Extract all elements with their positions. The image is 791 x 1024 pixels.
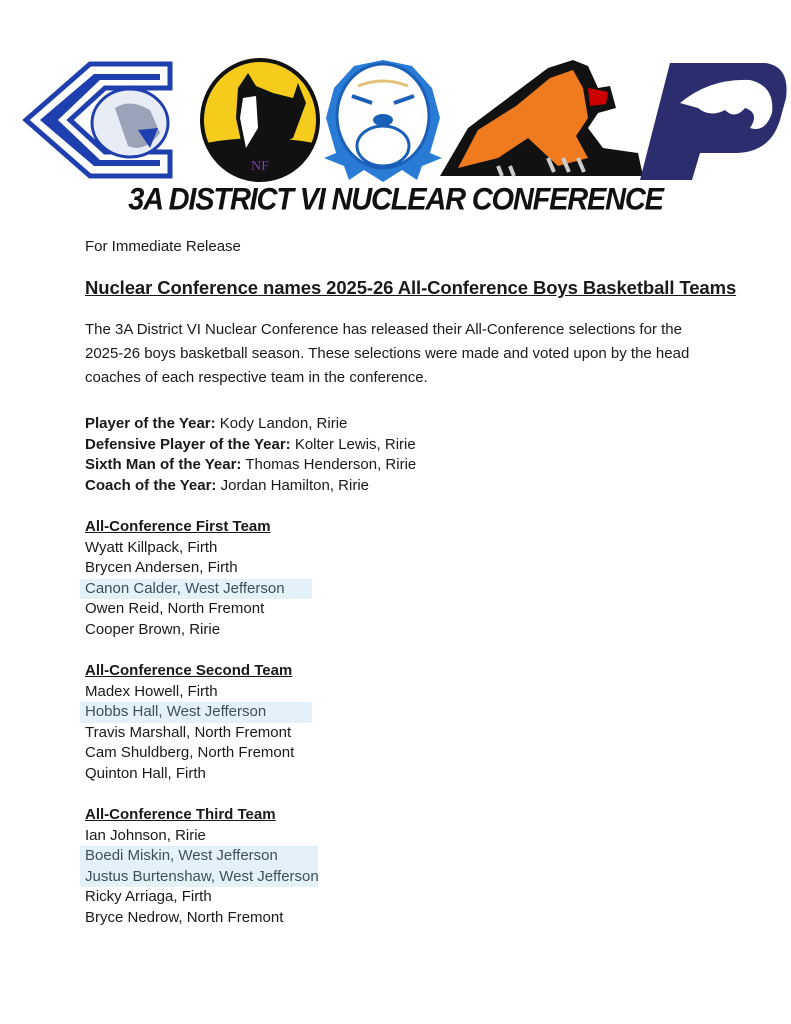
conference-logos xyxy=(20,58,790,183)
individual-awards xyxy=(85,414,416,496)
conference-banner-title: 3A DISTRICT VI NUCLEAR CONFERENCE xyxy=(128,182,663,218)
second-team xyxy=(85,661,312,785)
bear-logo xyxy=(438,58,648,183)
award-defensive-player: Defensive Player of the Year: Kolter Lewis, Ririe xyxy=(85,435,416,453)
award-coach: Coach of the Year: Jordan Hamilton, Ririe xyxy=(85,476,369,494)
paragraph-line: The 3A District VI Nuclear Conference has released their All-Conference selections for the xyxy=(85,321,682,338)
list-item: Madex Howell, Firth xyxy=(85,682,218,700)
first-team xyxy=(85,517,312,641)
headline: Nuclear Conference names 2025-26 All-Conference Boys Basketball Teams xyxy=(85,277,737,298)
team-heading: All-Conference Second Team xyxy=(85,662,293,679)
bulldog-logo xyxy=(322,58,444,183)
list-item-highlighted: Hobbs Hall, West Jefferson xyxy=(80,702,312,723)
cougar-c-logo xyxy=(20,58,195,183)
list-item-highlighted: Justus Burtenshaw, West Jefferson xyxy=(80,867,318,888)
team-heading: All-Conference First Team xyxy=(85,518,271,535)
list-item: Cooper Brown, Ririe xyxy=(85,620,221,638)
paragraph-line: 2025-26 boys basketball season. These selections were made and voted upon by the head xyxy=(85,345,690,362)
list-item: Cam Shuldberg, North Fremont xyxy=(85,744,295,762)
list-item: Brycen Andersen, Firth xyxy=(85,559,238,577)
paragraph-line: coaches of each respective team in the conference. xyxy=(85,369,428,386)
husky-nf-logo xyxy=(198,58,322,183)
list-item: Ricky Arriaga, Firth xyxy=(85,888,212,906)
list-item: Bryce Nedrow, North Fremont xyxy=(85,908,284,926)
svg-text:NF: NF xyxy=(251,159,269,174)
third-team xyxy=(85,805,318,929)
award-player-of-year: Player of the Year: Kody Landon, Ririe xyxy=(85,415,348,432)
list-item: Travis Marshall, North Fremont xyxy=(85,723,292,741)
panther-p-logo xyxy=(640,58,790,183)
list-item: Owen Reid, North Fremont xyxy=(85,600,265,618)
list-item-highlighted: Canon Calder, West Jefferson xyxy=(80,579,312,600)
list-item: Quinton Hall, Firth xyxy=(85,764,206,782)
award-sixth-man: Sixth Man of the Year: Thomas Henderson, Ririe xyxy=(85,456,417,474)
release-label: For Immediate Release xyxy=(85,238,241,255)
list-item: Wyatt Killpack, Firth xyxy=(85,538,218,556)
list-item-highlighted: Boedi Miskin, West Jefferson xyxy=(80,846,318,867)
intro-paragraph xyxy=(85,318,725,390)
list-item: Ian Johnson, Ririe xyxy=(85,826,206,844)
team-heading: All-Conference Third Team xyxy=(85,806,276,823)
